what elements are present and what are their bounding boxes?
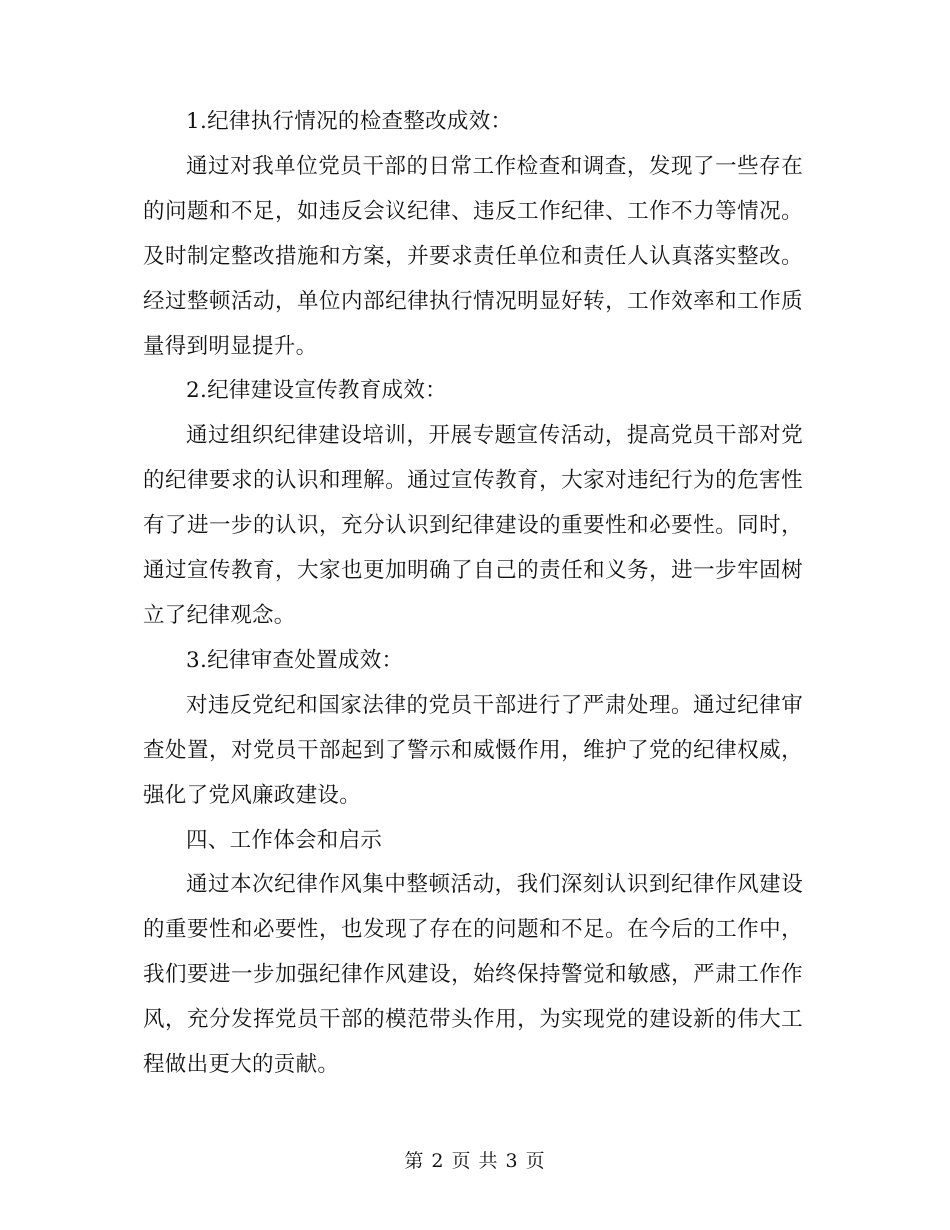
- paragraph-enforcement-results: 通过对我单位党员干部的日常工作检查和调查，发现了一些存在的问题和不足，如违反会议纪律、违反工作纪律、工作不力等情况。及时制定整改措施和方案，并要求责任单位和责任人认真落实整改。经过整顿活动，单位内部纪律执行情况明显好转，工作效率和工作质量得到明显提升。: [143, 153, 803, 359]
- section-heading-review-disposal: 3.纪律审查处置成效：: [186, 647, 404, 673]
- section-heading-discipline-enforcement: 1.纪律执行情况的检查整改成效：: [186, 109, 513, 134]
- paragraph-disposal-results: 对违反党纪和国家法律的党员干部进行了严肃处理。通过纪律审查处置，对党员干部起到了警示和威慑作用，维护了党的纪律权威，强化了党风廉政建设。: [143, 692, 803, 808]
- document-body: [143, 100, 803, 1088]
- page-footer: 第 2 页 共 3 页: [404, 1150, 546, 1172]
- paragraph-education-results: 通过组织纪律建设培训，开展专题宣传活动，提高党员干部对党的纪律要求的认识和理解。通过宣传教育，大家对违纪行为的危害性有了进一步的认识，充分认识到纪律建设的重要性和必要性。同时，通过宣传教育，大家也更加明确了自己的责任和义务，进一步牢固树立了纪律观念。: [143, 423, 803, 628]
- paragraph-experience: 通过本次纪律作风集中整顿活动，我们深刻认识到纪律作风建设的重要性和必要性，也发现了存在的问题和不足。在今后的工作中，我们要进一步加强纪律作风建设，始终保持警觉和敏感，严肃工作作风，充分发挥党员干部的模范带头作用，为实现党的建设新的伟大工程做出更大的贡献。: [143, 872, 803, 1078]
- section-heading-experience: 四、工作体会和启示: [186, 827, 383, 853]
- section-heading-publicity-education: 2.纪律建设宣传教育成效：: [186, 378, 447, 404]
